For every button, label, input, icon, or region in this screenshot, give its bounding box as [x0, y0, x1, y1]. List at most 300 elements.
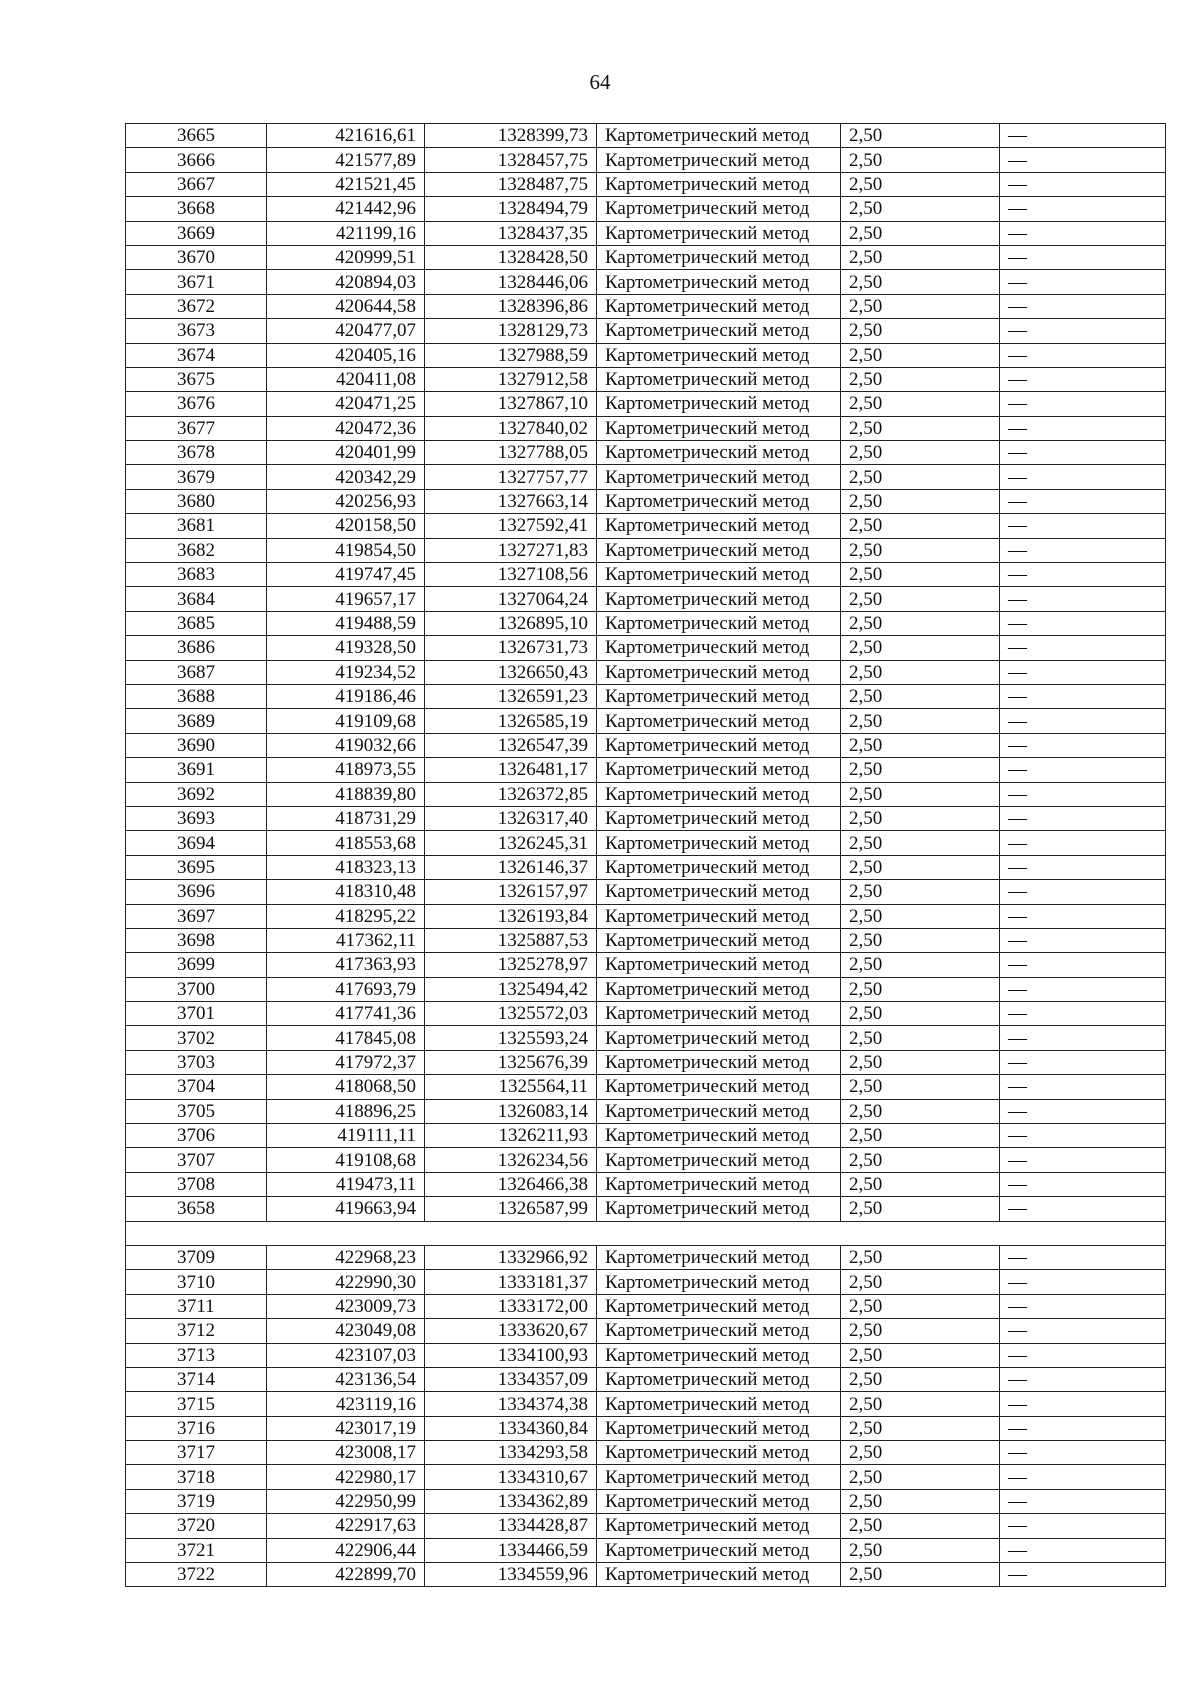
- coordinate-x-cell: 417972,37: [267, 1050, 425, 1074]
- method-cell: Картометрический метод: [597, 733, 841, 757]
- accuracy-cell: 2,50: [841, 1075, 1000, 1099]
- coordinate-x-cell: 421577,89: [267, 148, 425, 172]
- method-cell: Картометрический метод: [597, 489, 841, 513]
- accuracy-cell: 2,50: [841, 245, 1000, 269]
- coordinate-y-cell: 1334466,59: [425, 1538, 597, 1562]
- coordinate-x-cell: 417363,93: [267, 953, 425, 977]
- point-number-cell: 3665: [126, 124, 267, 148]
- coordinate-y-cell: 1325593,24: [425, 1026, 597, 1050]
- table-row: [126, 733, 1166, 757]
- coordinate-y-cell: 1326481,17: [425, 758, 597, 782]
- method-cell: Картометрический метод: [597, 319, 841, 343]
- coordinate-y-cell: 1326157,97: [425, 880, 597, 904]
- point-number-cell: 3673: [126, 319, 267, 343]
- point-number-cell: 3684: [126, 587, 267, 611]
- point-number-cell: 3671: [126, 270, 267, 294]
- coordinate-x-cell: 423107,03: [267, 1343, 425, 1367]
- description-cell: —: [1000, 928, 1166, 952]
- table-row: [126, 1392, 1166, 1416]
- description-cell: —: [1000, 465, 1166, 489]
- accuracy-cell: 2,50: [841, 1002, 1000, 1026]
- coordinate-x-cell: 418731,29: [267, 806, 425, 830]
- accuracy-cell: 2,50: [841, 1416, 1000, 1440]
- coordinate-x-cell: 420999,51: [267, 245, 425, 269]
- description-cell: —: [1000, 1002, 1166, 1026]
- coordinate-y-cell: 1328428,50: [425, 245, 597, 269]
- method-cell: Картометрический метод: [597, 1148, 841, 1172]
- coordinate-x-cell: 418295,22: [267, 904, 425, 928]
- coordinate-y-cell: 1327108,56: [425, 563, 597, 587]
- description-cell: —: [1000, 636, 1166, 660]
- method-cell: Картометрический метод: [597, 1270, 841, 1294]
- point-number-cell: 3683: [126, 563, 267, 587]
- method-cell: Картометрический метод: [597, 1416, 841, 1440]
- table-row: [126, 489, 1166, 513]
- description-cell: —: [1000, 1294, 1166, 1318]
- point-number-cell: 3709: [126, 1245, 267, 1269]
- table-row: [126, 758, 1166, 782]
- coordinate-y-cell: 1334559,96: [425, 1563, 597, 1587]
- method-cell: Картометрический метод: [597, 1465, 841, 1489]
- coordinate-x-cell: 418839,80: [267, 782, 425, 806]
- method-cell: Картометрический метод: [597, 1392, 841, 1416]
- coordinate-x-cell: 419109,68: [267, 709, 425, 733]
- coordinate-x-cell: 421199,16: [267, 221, 425, 245]
- accuracy-cell: 2,50: [841, 855, 1000, 879]
- coordinate-x-cell: 418310,48: [267, 880, 425, 904]
- coordinate-y-cell: 1326731,73: [425, 636, 597, 660]
- coordinates-table: [125, 123, 1166, 1587]
- point-number-cell: 3712: [126, 1319, 267, 1343]
- table-row: [126, 1441, 1166, 1465]
- coordinate-y-cell: 1325676,39: [425, 1050, 597, 1074]
- coordinate-y-cell: 1326587,99: [425, 1197, 597, 1221]
- coordinate-x-cell: 421616,61: [267, 124, 425, 148]
- accuracy-cell: 2,50: [841, 587, 1000, 611]
- coordinate-y-cell: 1334293,58: [425, 1441, 597, 1465]
- coordinate-y-cell: 1328129,73: [425, 319, 597, 343]
- accuracy-cell: 2,50: [841, 1441, 1000, 1465]
- coordinate-x-cell: 420471,25: [267, 392, 425, 416]
- coordinate-y-cell: 1327592,41: [425, 514, 597, 538]
- accuracy-cell: 2,50: [841, 1148, 1000, 1172]
- table-row: [126, 245, 1166, 269]
- point-number-cell: 3694: [126, 831, 267, 855]
- point-number-cell: 3686: [126, 636, 267, 660]
- accuracy-cell: 2,50: [841, 1172, 1000, 1196]
- point-number-cell: 3676: [126, 392, 267, 416]
- method-cell: Картометрический метод: [597, 221, 841, 245]
- accuracy-cell: 2,50: [841, 441, 1000, 465]
- coordinate-x-cell: 419111,11: [267, 1124, 425, 1148]
- description-cell: —: [1000, 1343, 1166, 1367]
- description-cell: —: [1000, 367, 1166, 391]
- accuracy-cell: 2,50: [841, 684, 1000, 708]
- table-row: [126, 270, 1166, 294]
- method-cell: Картометрический метод: [597, 1026, 841, 1050]
- table-row: [126, 197, 1166, 221]
- table-row: [126, 636, 1166, 660]
- point-number-cell: 3719: [126, 1489, 267, 1513]
- method-cell: Картометрический метод: [597, 1099, 841, 1123]
- coordinate-y-cell: 1334357,09: [425, 1367, 597, 1391]
- accuracy-cell: 2,50: [841, 880, 1000, 904]
- accuracy-cell: 2,50: [841, 928, 1000, 952]
- point-number-cell: 3707: [126, 1148, 267, 1172]
- accuracy-cell: 2,50: [841, 1465, 1000, 1489]
- accuracy-cell: 2,50: [841, 172, 1000, 196]
- accuracy-cell: 2,50: [841, 538, 1000, 562]
- method-cell: Картометрический метод: [597, 758, 841, 782]
- coordinate-x-cell: 418323,13: [267, 855, 425, 879]
- point-number-cell: 3678: [126, 441, 267, 465]
- accuracy-cell: 2,50: [841, 1538, 1000, 1562]
- description-cell: —: [1000, 1050, 1166, 1074]
- table-row: [126, 514, 1166, 538]
- method-cell: Картометрический метод: [597, 1367, 841, 1391]
- table-row: [126, 709, 1166, 733]
- point-number-cell: 3688: [126, 684, 267, 708]
- coordinate-x-cell: 420894,03: [267, 270, 425, 294]
- point-number-cell: 3714: [126, 1367, 267, 1391]
- description-cell: —: [1000, 806, 1166, 830]
- coordinate-y-cell: 1327757,77: [425, 465, 597, 489]
- method-cell: Картометрический метод: [597, 416, 841, 440]
- coordinate-x-cell: 419234,52: [267, 660, 425, 684]
- point-number-cell: 3700: [126, 977, 267, 1001]
- coordinate-y-cell: 1333620,67: [425, 1319, 597, 1343]
- coordinate-x-cell: 419473,11: [267, 1172, 425, 1196]
- table-row: [126, 831, 1166, 855]
- coordinate-y-cell: 1334100,93: [425, 1343, 597, 1367]
- table-row: [126, 904, 1166, 928]
- coordinate-x-cell: 417845,08: [267, 1026, 425, 1050]
- coordinate-y-cell: 1326895,10: [425, 611, 597, 635]
- description-cell: —: [1000, 904, 1166, 928]
- table-row: [126, 294, 1166, 318]
- point-number-cell: 3670: [126, 245, 267, 269]
- method-cell: Картометрический метод: [597, 1002, 841, 1026]
- coordinate-y-cell: 1325564,11: [425, 1075, 597, 1099]
- coordinate-y-cell: 1325278,97: [425, 953, 597, 977]
- description-cell: —: [1000, 684, 1166, 708]
- method-cell: Картометрический метод: [597, 148, 841, 172]
- method-cell: Картометрический метод: [597, 538, 841, 562]
- coordinate-y-cell: 1326245,31: [425, 831, 597, 855]
- coordinate-x-cell: 420644,58: [267, 294, 425, 318]
- table-row: [126, 1416, 1166, 1440]
- coordinate-x-cell: 419663,94: [267, 1197, 425, 1221]
- method-cell: Картометрический метод: [597, 197, 841, 221]
- accuracy-cell: 2,50: [841, 1026, 1000, 1050]
- method-cell: Картометрический метод: [597, 684, 841, 708]
- coordinate-x-cell: 420401,99: [267, 441, 425, 465]
- description-cell: —: [1000, 1026, 1166, 1050]
- description-cell: —: [1000, 489, 1166, 513]
- coordinate-y-cell: 1326650,43: [425, 660, 597, 684]
- accuracy-cell: 2,50: [841, 782, 1000, 806]
- table-row: [126, 855, 1166, 879]
- method-cell: Картометрический метод: [597, 1343, 841, 1367]
- point-number-cell: 3669: [126, 221, 267, 245]
- coordinate-y-cell: 1334428,87: [425, 1514, 597, 1538]
- coordinate-y-cell: 1328446,06: [425, 270, 597, 294]
- method-cell: Картометрический метод: [597, 1563, 841, 1587]
- description-cell: —: [1000, 1367, 1166, 1391]
- table-row: [126, 343, 1166, 367]
- point-number-cell: 3698: [126, 928, 267, 952]
- point-number-cell: 3697: [126, 904, 267, 928]
- accuracy-cell: 2,50: [841, 660, 1000, 684]
- coordinates-table-body: [126, 124, 1166, 1587]
- point-number-cell: 3693: [126, 806, 267, 830]
- point-number-cell: 3715: [126, 1392, 267, 1416]
- method-cell: Картометрический метод: [597, 855, 841, 879]
- table-row: [126, 1343, 1166, 1367]
- description-cell: —: [1000, 587, 1166, 611]
- method-cell: Картометрический метод: [597, 1172, 841, 1196]
- table-row: [126, 660, 1166, 684]
- coordinate-y-cell: 1327064,24: [425, 587, 597, 611]
- description-cell: —: [1000, 709, 1166, 733]
- description-cell: —: [1000, 1148, 1166, 1172]
- accuracy-cell: 2,50: [841, 758, 1000, 782]
- point-number-cell: 3668: [126, 197, 267, 221]
- coordinate-x-cell: 421442,96: [267, 197, 425, 221]
- coordinate-x-cell: 418896,25: [267, 1099, 425, 1123]
- coordinate-x-cell: 423008,17: [267, 1441, 425, 1465]
- group-separator-row: [126, 1221, 1166, 1245]
- method-cell: Картометрический метод: [597, 782, 841, 806]
- table-row: [126, 1002, 1166, 1026]
- method-cell: Картометрический метод: [597, 343, 841, 367]
- table-row: [126, 1245, 1166, 1269]
- coordinate-x-cell: 419747,45: [267, 563, 425, 587]
- method-cell: Картометрический метод: [597, 441, 841, 465]
- coordinate-x-cell: 422906,44: [267, 1538, 425, 1562]
- accuracy-cell: 2,50: [841, 416, 1000, 440]
- table-row: [126, 124, 1166, 148]
- accuracy-cell: 2,50: [841, 1343, 1000, 1367]
- table-row: [126, 416, 1166, 440]
- accuracy-cell: 2,50: [841, 709, 1000, 733]
- point-number-cell: 3674: [126, 343, 267, 367]
- method-cell: Картометрический метод: [597, 904, 841, 928]
- coordinate-x-cell: 417362,11: [267, 928, 425, 952]
- point-number-cell: 3703: [126, 1050, 267, 1074]
- coordinate-y-cell: 1327788,05: [425, 441, 597, 465]
- point-number-cell: 3706: [126, 1124, 267, 1148]
- table-row: [126, 465, 1166, 489]
- description-cell: —: [1000, 514, 1166, 538]
- description-cell: —: [1000, 1245, 1166, 1269]
- table-row: [126, 782, 1166, 806]
- table-row: [126, 1075, 1166, 1099]
- coordinate-y-cell: 1326547,39: [425, 733, 597, 757]
- description-cell: —: [1000, 880, 1166, 904]
- description-cell: —: [1000, 1538, 1166, 1562]
- accuracy-cell: 2,50: [841, 831, 1000, 855]
- method-cell: Картометрический метод: [597, 245, 841, 269]
- coordinate-y-cell: 1332966,92: [425, 1245, 597, 1269]
- coordinate-x-cell: 422917,63: [267, 1514, 425, 1538]
- description-cell: —: [1000, 1270, 1166, 1294]
- coordinate-y-cell: 1326317,40: [425, 806, 597, 830]
- accuracy-cell: 2,50: [841, 1294, 1000, 1318]
- description-cell: —: [1000, 172, 1166, 196]
- method-cell: Картометрический метод: [597, 928, 841, 952]
- description-cell: —: [1000, 124, 1166, 148]
- coordinate-x-cell: 422899,70: [267, 1563, 425, 1587]
- table-row: [126, 977, 1166, 1001]
- coordinate-x-cell: 422980,17: [267, 1465, 425, 1489]
- coordinate-y-cell: 1334374,38: [425, 1392, 597, 1416]
- method-cell: Картометрический метод: [597, 709, 841, 733]
- description-cell: —: [1000, 197, 1166, 221]
- accuracy-cell: 2,50: [841, 197, 1000, 221]
- table-row: [126, 880, 1166, 904]
- accuracy-cell: 2,50: [841, 319, 1000, 343]
- point-number-cell: 3690: [126, 733, 267, 757]
- table-row: [126, 367, 1166, 391]
- coordinate-y-cell: 1326372,85: [425, 782, 597, 806]
- table-row: [126, 1294, 1166, 1318]
- point-number-cell: 3708: [126, 1172, 267, 1196]
- coordinate-y-cell: 1327867,10: [425, 392, 597, 416]
- accuracy-cell: 2,50: [841, 1514, 1000, 1538]
- description-cell: —: [1000, 1563, 1166, 1587]
- method-cell: Картометрический метод: [597, 636, 841, 660]
- method-cell: Картометрический метод: [597, 1124, 841, 1148]
- coordinate-x-cell: 423049,08: [267, 1319, 425, 1343]
- point-number-cell: 3666: [126, 148, 267, 172]
- description-cell: —: [1000, 1489, 1166, 1513]
- point-number-cell: 3681: [126, 514, 267, 538]
- table-row: [126, 1538, 1166, 1562]
- method-cell: Картометрический метод: [597, 831, 841, 855]
- accuracy-cell: 2,50: [841, 1319, 1000, 1343]
- description-cell: —: [1000, 855, 1166, 879]
- coordinate-y-cell: 1326211,93: [425, 1124, 597, 1148]
- accuracy-cell: 2,50: [841, 1197, 1000, 1221]
- point-number-cell: 3718: [126, 1465, 267, 1489]
- coordinate-x-cell: 420472,36: [267, 416, 425, 440]
- method-cell: Картометрический метод: [597, 1441, 841, 1465]
- coordinate-y-cell: 1328396,86: [425, 294, 597, 318]
- point-number-cell: 3689: [126, 709, 267, 733]
- method-cell: Картометрический метод: [597, 172, 841, 196]
- description-cell: —: [1000, 1172, 1166, 1196]
- coordinate-y-cell: 1327988,59: [425, 343, 597, 367]
- accuracy-cell: 2,50: [841, 465, 1000, 489]
- accuracy-cell: 2,50: [841, 977, 1000, 1001]
- description-cell: —: [1000, 1197, 1166, 1221]
- coordinate-y-cell: 1326585,19: [425, 709, 597, 733]
- coordinate-x-cell: 417693,79: [267, 977, 425, 1001]
- description-cell: —: [1000, 831, 1166, 855]
- coordinate-y-cell: 1327271,83: [425, 538, 597, 562]
- description-cell: —: [1000, 270, 1166, 294]
- table-row: [126, 806, 1166, 830]
- coordinate-y-cell: 1328494,79: [425, 197, 597, 221]
- coordinate-x-cell: 423119,16: [267, 1392, 425, 1416]
- coordinate-y-cell: 1327912,58: [425, 367, 597, 391]
- table-row: [126, 221, 1166, 245]
- coordinate-x-cell: 419328,50: [267, 636, 425, 660]
- coordinate-y-cell: 1333181,37: [425, 1270, 597, 1294]
- coordinate-x-cell: 423017,19: [267, 1416, 425, 1440]
- point-number-cell: 3687: [126, 660, 267, 684]
- description-cell: —: [1000, 416, 1166, 440]
- description-cell: —: [1000, 1319, 1166, 1343]
- coordinate-y-cell: 1334362,89: [425, 1489, 597, 1513]
- description-cell: —: [1000, 782, 1166, 806]
- description-cell: —: [1000, 611, 1166, 635]
- point-number-cell: 3722: [126, 1563, 267, 1587]
- accuracy-cell: 2,50: [841, 563, 1000, 587]
- point-number-cell: 3702: [126, 1026, 267, 1050]
- point-number-cell: 3695: [126, 855, 267, 879]
- method-cell: Картометрический метод: [597, 465, 841, 489]
- method-cell: Картометрический метод: [597, 1489, 841, 1513]
- table-row: [126, 1172, 1166, 1196]
- description-cell: —: [1000, 1392, 1166, 1416]
- table-row: [126, 1270, 1166, 1294]
- coordinate-x-cell: 419186,46: [267, 684, 425, 708]
- accuracy-cell: 2,50: [841, 1489, 1000, 1513]
- point-number-cell: 3685: [126, 611, 267, 635]
- point-number-cell: 3692: [126, 782, 267, 806]
- method-cell: Картометрический метод: [597, 1050, 841, 1074]
- table-row: [126, 1319, 1166, 1343]
- description-cell: —: [1000, 319, 1166, 343]
- description-cell: —: [1000, 563, 1166, 587]
- description-cell: —: [1000, 1075, 1166, 1099]
- method-cell: Картометрический метод: [597, 1197, 841, 1221]
- method-cell: Картометрический метод: [597, 880, 841, 904]
- accuracy-cell: 2,50: [841, 806, 1000, 830]
- point-number-cell: 3705: [126, 1099, 267, 1123]
- coordinate-x-cell: 423136,54: [267, 1367, 425, 1391]
- table-row: [126, 1148, 1166, 1172]
- method-cell: Картометрический метод: [597, 806, 841, 830]
- coordinate-y-cell: 1327840,02: [425, 416, 597, 440]
- coordinate-y-cell: 1328457,75: [425, 148, 597, 172]
- table-row: [126, 392, 1166, 416]
- table-row: [126, 953, 1166, 977]
- accuracy-cell: 2,50: [841, 1270, 1000, 1294]
- method-cell: Картометрический метод: [597, 660, 841, 684]
- description-cell: —: [1000, 758, 1166, 782]
- description-cell: —: [1000, 1099, 1166, 1123]
- coordinate-x-cell: 419657,17: [267, 587, 425, 611]
- description-cell: —: [1000, 221, 1166, 245]
- method-cell: Картометрический метод: [597, 294, 841, 318]
- coordinate-x-cell: 419488,59: [267, 611, 425, 635]
- point-number-cell: 3679: [126, 465, 267, 489]
- table-row: [126, 319, 1166, 343]
- table-row: [126, 928, 1166, 952]
- method-cell: Картометрический метод: [597, 611, 841, 635]
- table-row: [126, 1465, 1166, 1489]
- point-number-cell: 3713: [126, 1343, 267, 1367]
- accuracy-cell: 2,50: [841, 636, 1000, 660]
- coordinate-x-cell: 422968,23: [267, 1245, 425, 1269]
- accuracy-cell: 2,50: [841, 611, 1000, 635]
- description-cell: —: [1000, 1124, 1166, 1148]
- coordinate-y-cell: 1325494,42: [425, 977, 597, 1001]
- coordinate-y-cell: 1325887,53: [425, 928, 597, 952]
